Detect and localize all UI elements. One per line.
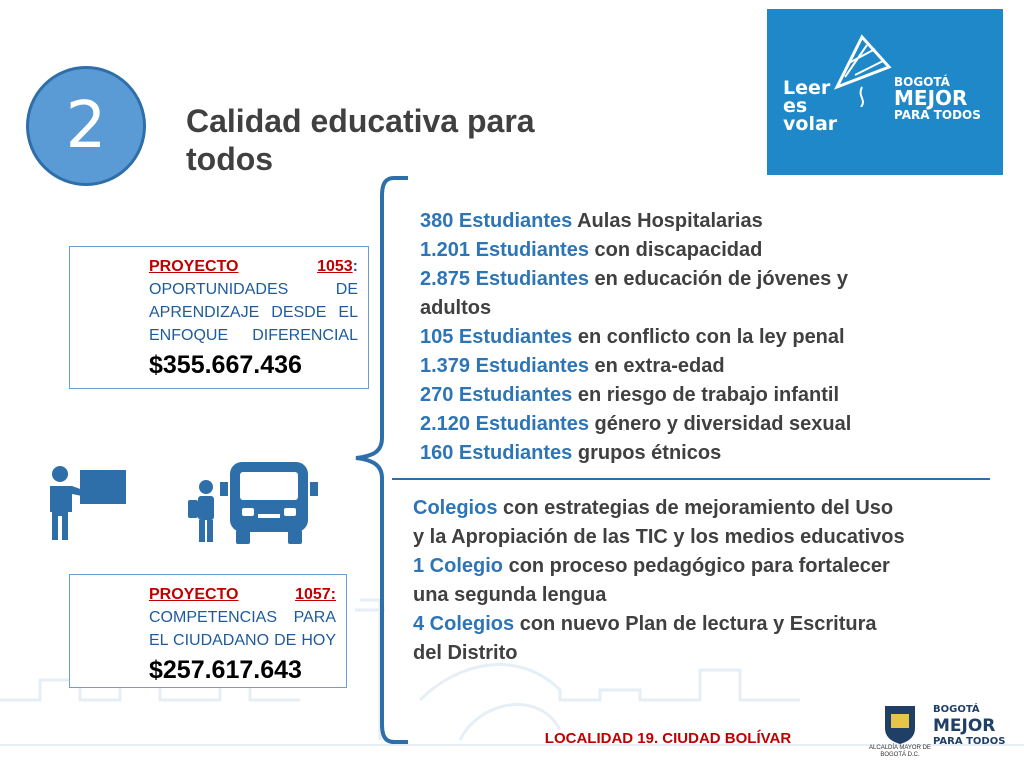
logo-mejor-word: MEJOR [894,86,968,110]
leer-es-volar-text: Leer es volar [783,77,838,135]
list-item: 1.379 Estudiantes en extra-edad [420,355,725,377]
list-item: 380 Estudiantes Aulas Hospitalarias [420,210,763,232]
list-item: 1.201 Estudiantes con discapacidad [420,239,763,261]
project-1057-box [69,574,347,688]
list-item: del Distrito [413,642,518,664]
list-item: 2.875 Estudiantes en educación de jóvenes y [420,268,848,290]
section-number: 2 [65,89,107,163]
list-item: 270 Estudiantes en riesgo de trabajo infantil [420,384,840,406]
bogota-mejor-footer-logo [933,702,1019,750]
list-item: 160 Estudiantes grupos étnicos [420,442,722,464]
student-backpack-icon [186,478,220,542]
schools-list [413,494,1013,668]
list-item: adultos [420,297,492,319]
school-bus-icon [220,460,318,544]
divider [392,478,990,480]
teacher-board-icon [44,462,128,542]
project-description: COMPETENCIAS PARA EL CIUDADANO DE HOY [149,609,336,649]
list-item: Colegios con estrategias de mejoramiento del Uso [413,497,894,519]
project-label: PROYECTO [149,258,239,275]
list-item: 105 Estudiantes en conflicto con la ley penal [420,326,845,348]
project-1057-heading [149,583,336,606]
footer-para-todos: PARA TODOS [933,736,1006,747]
list-item: 4 Colegios con nuevo Plan de lectura y Escritura [413,613,877,635]
project-label: PROYECTO [149,586,239,603]
bogota-mejor-logo [894,75,1000,122]
crest-caption: ALCALDÍA MAYOR DE BOGOTÁ D.C. [869,745,931,758]
project-number: 1053 [317,258,353,275]
project-description: OPORTUNIDADES DE APRENDIZAJE DESDE EL ENFOQUE DIFERENCIAL [149,281,358,344]
list-item: 2.120 Estudiantes género y diversidad sexual [420,413,852,435]
project-1053-heading [149,255,358,278]
slide-title: Calidad educativa para todos [186,103,535,177]
project-amount: $257.617.643 [149,656,302,684]
section-number-badge [26,66,146,186]
leer-es-volar-logo [767,9,1003,175]
students-list [420,207,980,468]
project-1053-box [69,246,369,389]
project-number: 1057: [295,586,336,603]
curly-brace [354,176,414,746]
footer-bogota-word: BOGOTÁ [933,704,980,715]
logo-para-todos: PARA TODOS [894,108,981,122]
list-item: 1 Colegio con proceso pedagógico para fortalecer [413,555,890,577]
locality-label: LOCALIDAD 19. CIUDAD BOLÍVAR [544,730,792,747]
list-item: una segunda lengua [413,584,607,606]
logo-bogota-word: BOGOTÁ [894,75,950,89]
project-amount: $355.667.436 [149,351,302,379]
footer-mejor-word: MEJOR [933,716,996,736]
project-colon: : [352,258,358,275]
list-item: y la Apropiación de las TIC y los medios educativos [413,526,905,548]
